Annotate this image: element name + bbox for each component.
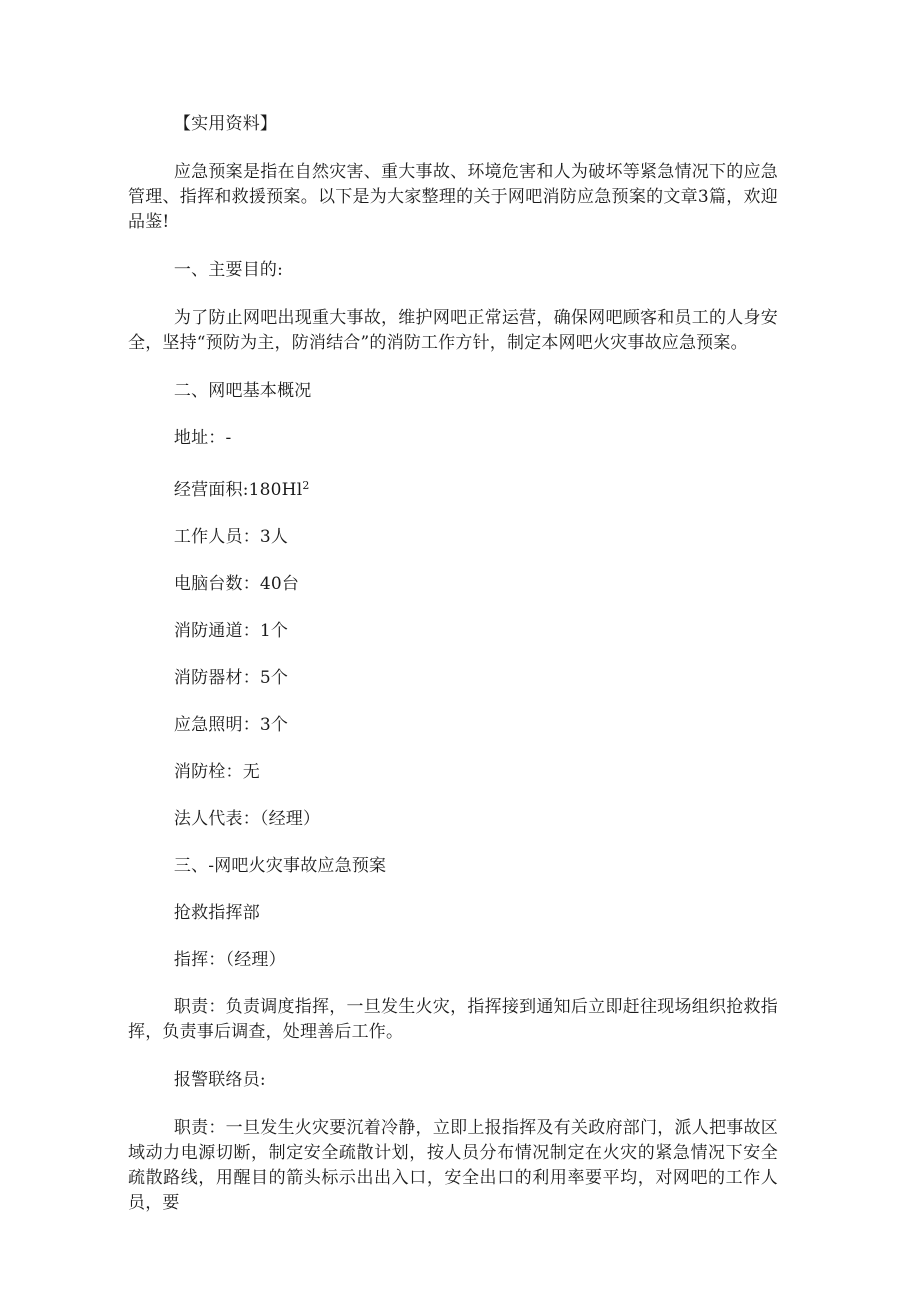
section1-heading: 一、主要目的: <box>173 260 284 280</box>
staff-line: 工作人员：3人 <box>173 527 289 547</box>
commander-duty-paragraph: 职责：负责调度指挥，一旦发生火灾，指挥接到通知后立即赶往现场组织抢救指挥，负责事后调查，处理善后工作。 <box>128 997 778 1042</box>
section2-heading: 二、网吧基本概况 <box>173 381 312 401</box>
computers-line: 电脑台数：40台 <box>173 574 300 594</box>
hydrant-line: 消防栓：无 <box>173 762 260 782</box>
commander-line: 指挥：（经理） <box>173 950 286 970</box>
section1-paragraph: 为了防止网吧出现重大事故，维护网吧正常运营，确保网吧顾客和员工的人身安全，坚持“预防为主，防消结合”的消防工作方针，制定本网吧火灾事故应急预案。 <box>128 308 778 353</box>
fire-exits-line: 消防通道：1个 <box>173 621 289 641</box>
section3-heading: 三、-网吧火灾事故应急预案 <box>173 856 387 876</box>
area-line <box>128 473 778 503</box>
address-line: 地址：- <box>173 428 232 448</box>
legal-rep-line: 法人代表：（经理） <box>173 809 321 829</box>
emergency-lights-line: 应急照明：3个 <box>173 715 289 735</box>
alarm-liaison-line: 报警联络员: <box>173 1070 266 1090</box>
document-body <box>128 112 778 1216</box>
area-superscript: 2 <box>302 479 310 492</box>
fire-equipment-line: 消防器材：5个 <box>173 668 289 688</box>
area-text: 经营面积:180Hl <box>173 480 303 500</box>
alarm-duty-paragraph: 职责：一旦发生火灾要沉着冷静，立即上报指挥及有关政府部门，派人把事故区域动力电源切断，制定安全疏散计划，按人员分布情况制定在火灾的紧急情况下安全疏散路线，用醒目的箭头标示出出入口，安全出口的利用率要平均，对网吧的工作人员，要 <box>128 1118 778 1213</box>
intro-paragraph: 应急预案是指在自然灾害、重大事故、环境危害和人为破坏等紧急情况下的应急管理、指挥和救援预案。以下是为大家整理的关于网吧消防应急预案的文章3篇，欢迎品鉴! <box>128 162 778 232</box>
rescue-hq-line: 抢救指挥部 <box>173 903 260 923</box>
header-tag: 【实用资料】 <box>173 114 278 134</box>
